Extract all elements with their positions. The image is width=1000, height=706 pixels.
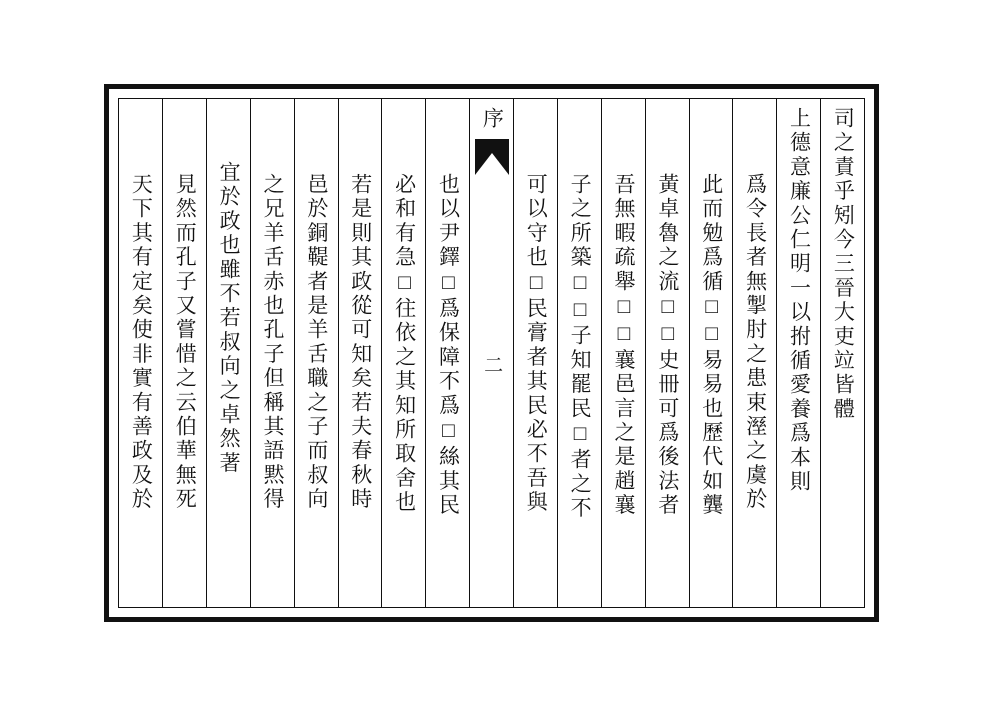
column-text: 見然而孔子又嘗惜之云伯華無死	[173, 173, 198, 512]
column-text: 若是則其政從可知矣若夫春秋時	[348, 173, 373, 512]
column-text: 可以守也□民膏者其民必不吾與	[524, 173, 549, 515]
column-text: 爲令長者無掣肘之患束溼之虞於	[743, 173, 768, 512]
text-column	[513, 99, 557, 607]
fishtail-mark-icon	[475, 139, 509, 179]
text-column	[294, 99, 338, 607]
text-column	[689, 99, 733, 607]
fishtail-triangle	[475, 153, 509, 175]
text-column	[776, 99, 820, 607]
text-column	[732, 99, 776, 607]
column-text: 上德意廉公仁明一以拊循愛養爲本則	[787, 107, 812, 495]
text-columns	[119, 99, 864, 607]
text-column	[250, 99, 294, 607]
page-border-outer	[104, 84, 879, 622]
column-text: 天下其有定矣使非實有善政及於	[129, 173, 154, 512]
column-text: 黃卓魯之流□□史冊可爲後法者	[655, 173, 680, 518]
text-column	[162, 99, 206, 607]
column-text: 也以尹鐸□爲保障不爲□絲其民	[436, 173, 461, 518]
fishtail-bar	[475, 139, 509, 153]
text-column-center	[469, 99, 513, 607]
column-text: 子之所築□□子知罷民□者之不	[568, 173, 593, 521]
column-text: 邑於銅鞮者是羊舌職之子而叔向	[304, 173, 329, 512]
column-text: 之兄羊舌赤也孔子但稱其語黙得	[260, 173, 285, 512]
text-column	[425, 99, 469, 607]
text-column	[820, 99, 864, 607]
column-text: 吾無暇疏舉□□襄邑言之是趙襄	[611, 173, 636, 518]
page-border-inner	[118, 98, 865, 608]
text-column	[119, 99, 162, 607]
text-column	[601, 99, 645, 607]
column-text: 司之責乎矧今三晉大吏竝皆體	[831, 107, 856, 422]
text-column	[206, 99, 250, 607]
text-column	[645, 99, 689, 607]
text-column	[338, 99, 382, 607]
column-text: 必和有急□往依之其知所取舍也	[392, 173, 417, 515]
column-text: 此而勉爲循□□易易也歷代如龔	[699, 173, 724, 518]
page-number: 二	[481, 355, 503, 377]
text-column	[381, 99, 425, 607]
column-text: 宜於政也雖不若叔向之卓然著	[217, 161, 242, 476]
section-title: 序	[480, 107, 505, 132]
text-column	[557, 99, 601, 607]
